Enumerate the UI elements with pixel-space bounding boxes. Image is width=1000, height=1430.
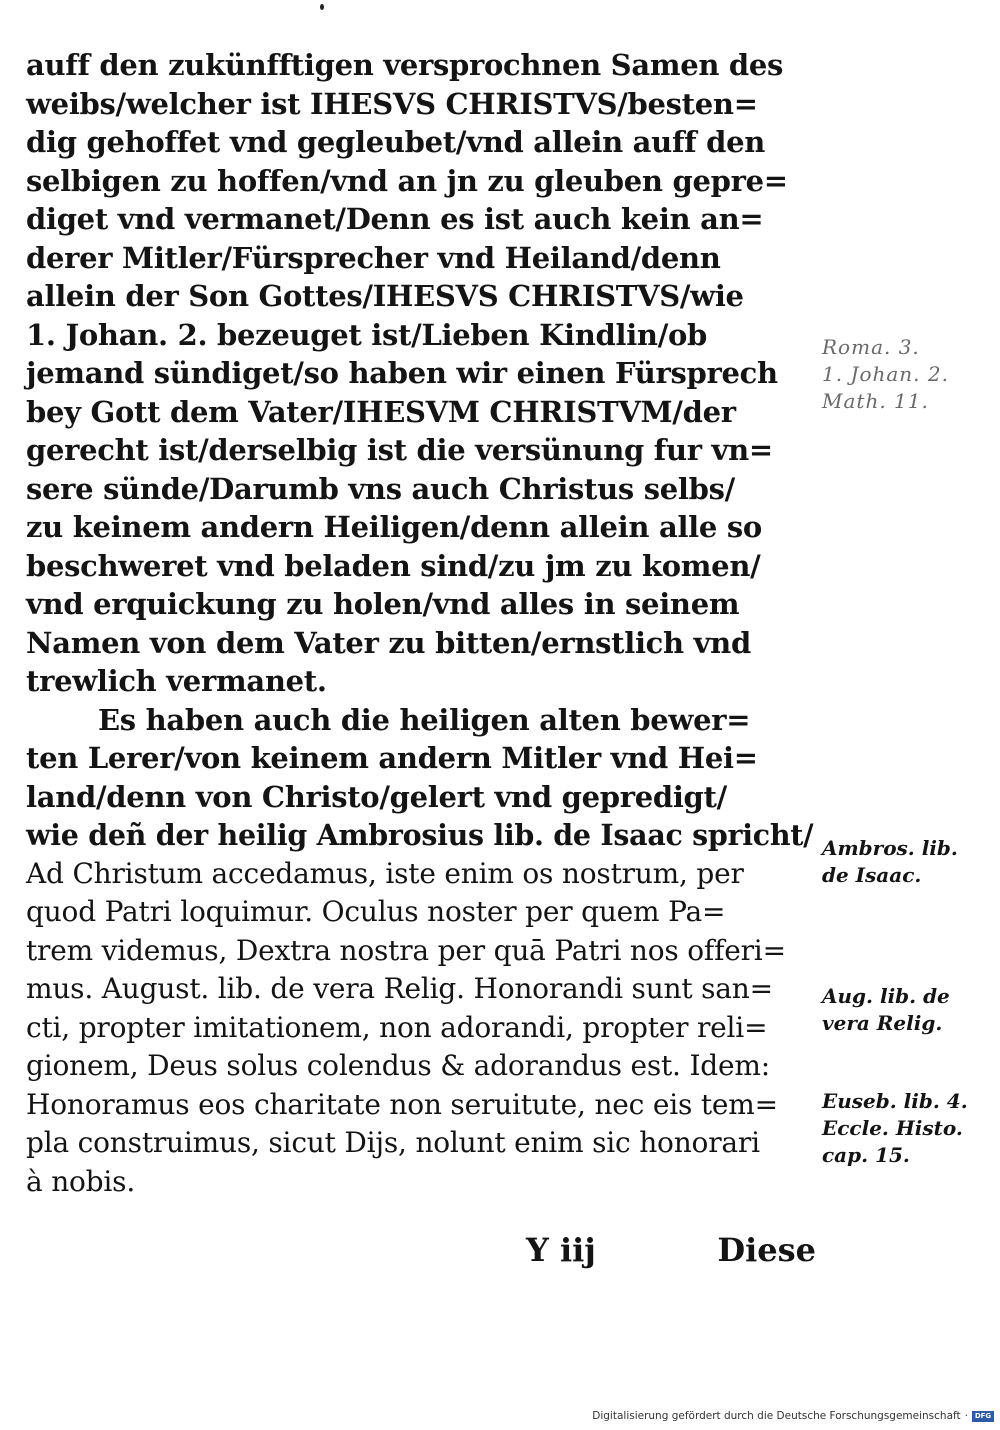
dfg-logo-icon: DFG bbox=[972, 1411, 994, 1422]
margin-note-line: vera Relig. bbox=[822, 1011, 943, 1035]
margin-note-eusebius bbox=[822, 1088, 992, 1169]
catchword: Diese bbox=[717, 1231, 816, 1269]
text-line: zu keinem andern Heiligen/denn allein alle so bbox=[26, 510, 762, 544]
margin-note-line: Aug. lib. de bbox=[822, 984, 950, 1008]
latin-text-line: quod Patri loquimur. Oculus noster per quem Pa= bbox=[26, 895, 726, 928]
text-line: allein der Son Gottes/IHESVS CHRISTVS/wie bbox=[26, 279, 744, 313]
margin-note-ambrosius bbox=[822, 835, 992, 889]
text-line: auff den zukünfftigen versprochnen Samen des bbox=[26, 48, 784, 82]
footer-credit-text: Digitalisierung gefördert durch die Deutsche Forschungsgemeinschaft bbox=[592, 1410, 961, 1422]
latin-text-line: cti, propter imitationem, non adorandi, propter reli= bbox=[26, 1010, 768, 1044]
text-line: jemand sündiget/so haben wir einen Fürsprech bbox=[26, 356, 778, 390]
main-text-block bbox=[26, 46, 816, 1201]
latin-text-line: Honoramus eos charitate non seruitute, nec eis tem= bbox=[26, 1087, 778, 1121]
margin-note-line: Math. 11. bbox=[822, 389, 929, 413]
margin-note-line: Euseb. lib. 4. bbox=[822, 1089, 968, 1113]
latin-text-line: pla construimus, sicut Dijs, nolunt enim sic honorari bbox=[26, 1126, 760, 1159]
text-line: sere sünde/Darumb vns auch Christus selbs/ bbox=[26, 471, 735, 506]
margin-note-line: cap. 15. bbox=[822, 1143, 910, 1167]
ink-speck bbox=[320, 4, 324, 10]
text-line: gerecht ist/derselbig ist die versünung fur vn= bbox=[26, 433, 773, 467]
margin-note-line: Roma. 3. bbox=[822, 335, 920, 359]
text-line: derer Mitler/Fürsprecher vnd Heiland/denn bbox=[26, 240, 721, 275]
text-line: dig gehoffet vnd gegleubet/vnd allein auff den bbox=[26, 125, 766, 159]
text-line: trewlich vermanet. bbox=[26, 664, 327, 698]
text-line: 1. Johan. 2. bezeuget ist/Lieben Kindlin/ob bbox=[26, 317, 708, 352]
text-line: land/denn von Christo/gelert vnd gepredigt/ bbox=[26, 779, 727, 814]
text-line: beschweret vnd beladen sind/zu jm zu komen/ bbox=[26, 548, 761, 583]
footer-separator: · bbox=[964, 1410, 968, 1422]
latin-text-line: gionem, Deus solus colendus & adorandus est. Idem: bbox=[26, 1049, 770, 1082]
text-line: wie deñ der heilig Ambrosius lib. de Isaac spricht/ bbox=[26, 818, 814, 852]
latin-text-line: mus. August. lib. de vera Relig. Honorandi sunt san= bbox=[26, 972, 773, 1005]
text-line: diget vnd vermanet/Denn es ist auch kein an= bbox=[26, 202, 764, 236]
margin-note-scripture bbox=[822, 334, 992, 415]
text-line: vnd erquickung zu holen/vnd alles in seinem bbox=[26, 587, 740, 621]
text-line: weibs/welcher ist IHESVS CHRISTVS/besten= bbox=[26, 86, 758, 121]
signature-mark: Y iij bbox=[526, 1231, 596, 1269]
digitization-footer bbox=[592, 1406, 994, 1426]
margin-note-line: Ambros. lib. bbox=[822, 836, 958, 860]
latin-text-line: à nobis. bbox=[26, 1164, 136, 1198]
margin-note-line: 1. Johan. 2. bbox=[822, 362, 949, 386]
catchline bbox=[26, 1228, 816, 1272]
margin-note-augustinus bbox=[822, 983, 992, 1037]
text-line: Namen von dem Vater zu bitten/ernstlich vnd bbox=[26, 625, 751, 660]
margin-note-line: de Isaac. bbox=[822, 863, 922, 887]
text-line: selbigen zu hoffen/vnd an jn zu gleuben gepre= bbox=[26, 163, 788, 198]
latin-text-line: trem videmus, Dextra nostra per quā Patri nos offeri= bbox=[26, 933, 786, 967]
paragraph-start-line: Es haben auch die heiligen alten bewer= bbox=[98, 702, 751, 737]
margin-note-line: Eccle. Histo. bbox=[822, 1116, 963, 1140]
latin-text-line: Ad Christum accedamus, iste enim os nostrum, per bbox=[26, 856, 744, 890]
text-line: ten Lerer/von keinem andern Mitler vnd Hei= bbox=[26, 741, 758, 775]
text-line: bey Gott dem Vater/IHESVM CHRISTVM/der bbox=[26, 394, 736, 429]
